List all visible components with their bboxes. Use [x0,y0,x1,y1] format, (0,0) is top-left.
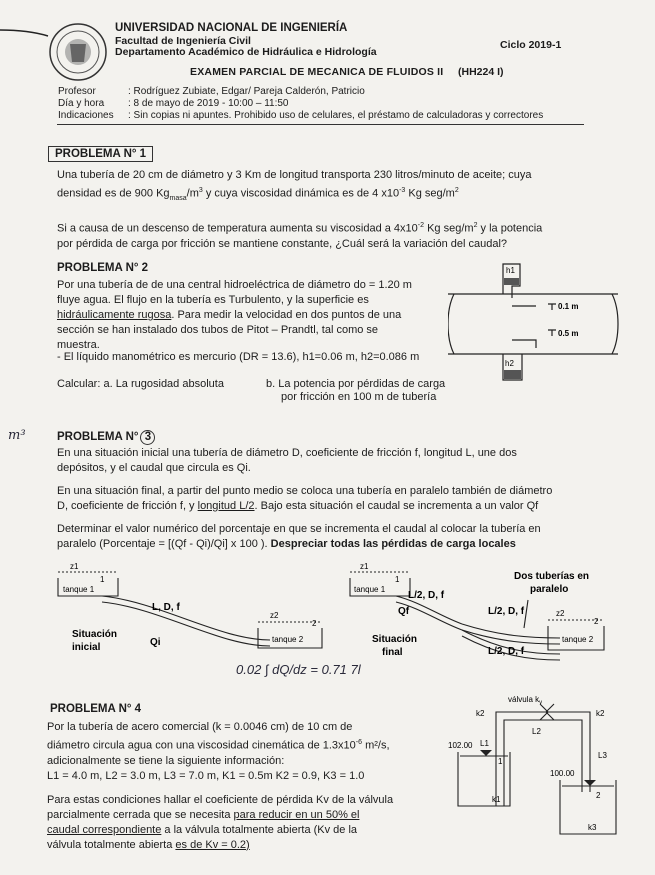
tank-1-initial: tanque 1 [63,585,95,594]
notes-value: : Sin copias ni apuntes. Prohibido uso de celulares, el préstamo de calculadoras y correctores [128,110,544,121]
elevation-100: 100.00 [550,769,575,778]
valve-label: válvula $k_v$ [508,695,543,706]
z1-initial: z1 [70,562,79,571]
problem-4-title: PROBLEMA N° 4 [50,703,142,715]
two-pipes-label-1: Dos tuberías en [514,571,590,582]
university-name: UNIVERSIDAD NACIONAL DE INGENIERÍA [115,22,348,34]
problem-3-text [57,446,647,552]
initial-situation-1: Situación [72,629,118,640]
p2-line-4: sección se han instalado dos tubos de Pitot – Prandtl, tal como se [57,324,379,336]
p3-line-1: En una situación inicial una tubería de diámetro D, coeficiente de fricción f, longitud L, une dos [57,447,517,459]
p4-line-6: parcialmente cerrada que se necesita para reducir en un 50% el [47,808,360,821]
p3-line-3: En una situación final, a partir del punto medio se coloca una tubería en paralelo también de diámetro [57,485,553,497]
professor-value: : Rodríguez Zubiate, Edgar/ Pareja Calderón, Patricio [128,86,365,97]
p4-line-1: Por la tubería de acero comercial (k = 0.0046 cm) de 10 cm de [47,721,353,733]
p1-line-2: densidad es de 900 $Kg_{masa}/m^3$ y cuya viscosidad dinámica es de 4 $x10^{-3}$ Kg seg/$m^2$ [57,187,459,202]
p4-line-3: adicionalmente se tiene la siguiente información: [47,754,285,767]
pipe-l2df-upper: L/2, D, f [488,606,525,617]
z2-final: z2 [556,609,565,618]
p4-line-7: caudal correspondiente a la válvula totalmente abierta (Kv de la [47,823,358,836]
p4-line-8: válvula totalmente abierta es de Kv = 0.2) [47,838,250,851]
university-seal [0,0,110,90]
pipe-l2df-lower: L/2, D, f [488,646,525,657]
p2-ask-a: Calcular: a. La rugosidad absoluta [57,378,224,390]
z1-final: z1 [360,562,369,571]
final-situation-1: Situación [372,634,418,645]
l3-label: L3 [598,751,607,760]
qf-label: Qf [398,606,410,617]
date-label: Día y hora [58,98,105,109]
margin-note: m³ [8,428,26,443]
p4-line-4: L1 = 4.0 m, L2 = 3.0 m, L3 = 7.0 m, K1 = 0.5m K2 = 0.9, K3 = 1.0 [47,769,365,782]
pipe-l2df-main: L/2, D, f [408,590,445,601]
department-name: Departamento Académico de Hidráulica e Hidrología [115,46,377,58]
point-2: 2 [596,791,601,800]
pipe-ldf-initial: L, D, f [152,602,180,613]
p3-line-4: D, coeficiente de fricción f, y longitud L/2. Bajo esta situación el caudal se incrementa a un valor Qf [57,500,539,512]
l1-label: L1 [480,739,489,748]
p3-line-6: paralelo (Porcentaje = [(Qf - Qi)/Qi] x 100 ). Despreciar todas las pérdidas de carga locales [57,538,516,550]
h2-label: h2 [505,359,514,368]
point-2-initial: 2 [312,619,317,628]
notes-row [58,110,543,121]
p2-ask-b2: por fricción en 100 m de tubería [281,391,437,403]
p2-line-6: - El líquido manométrico es mercurio (DR = 13.6), h1=0.06 m, h2=0.086 m [57,351,420,363]
qi-label: Qi [150,637,161,648]
professor-label: Profesor [58,86,96,97]
problem-1-title: PROBLEMA N° 1 [48,146,153,162]
p3-line-2: depósitos, y el caudal que circula es Qi. [57,462,251,474]
point-1-initial: 1 [100,575,105,584]
p1-line-3: Si a causa de un descenso de temperatura aumenta su viscosidad a $4x10^{-2}$ Kg seg/$m^2$ y la potencia [57,221,543,235]
p2-line-2: fluye agua. El flujo en la tubería es Turbulento, y la superficie es [57,294,369,306]
professor-row [58,86,365,97]
date-row [58,98,289,109]
p2-ask-b1: b. La potencia por pérdidas de carga [266,378,446,390]
problem-4-text [47,720,447,853]
p1-line-1: Una tubería de 20 cm de diámetro y 3 Km de longitud transporta 230 litros/minuto de aceite; cuya [57,169,532,181]
l2-label: L2 [532,727,541,736]
date-value: : 8 de mayo de 2019 - 10:00 – 11:50 [128,98,289,109]
handwritten-note: 0.02 ∫ dQ/dz = 0.71 7l [236,662,361,677]
k3-label: k3 [588,823,597,832]
point-2-final: 2 [594,617,599,626]
course-code: (HH224 I) [458,66,504,78]
notes-label: Indicaciones [58,110,114,121]
problem-1-text [57,168,647,252]
p4-line-2: diámetro circula agua con una viscosidad cinemática de $1.3x10^{-6}$ m²/s, [47,739,390,752]
k2-left: k2 [476,709,485,718]
cycle-label: Ciclo 2019-1 [500,39,562,51]
initial-situation-2: inicial [72,642,101,653]
two-pipes-label-2: paralelo [530,584,569,595]
problem-2-text [57,278,447,353]
z2-initial: z2 [270,611,279,620]
k1-label: k1 [492,795,501,804]
p2-line-1: Por una tubería de de una central hidroeléctrica de diámetro do = 1.20 m [57,279,412,291]
h1-label: h1 [506,266,515,275]
k2-right: k2 [596,709,605,718]
pitot-diagram [448,258,623,386]
p4-line-5: Para estas condiciones hallar el coeficiente de pérdida Kv de la válvula [47,793,394,806]
header-divider [57,124,584,125]
point-1-final: 1 [395,575,400,584]
dist-05-label: 0.5 m [558,329,579,338]
valve-pipe-diagram [440,694,630,844]
faculty-name: Facultad de Ingeniería Civil [115,35,251,47]
final-situation-2: final [382,647,403,658]
p2-line-3: hidráulicamente rugosa. Para medir la velocidad en dos puntos de una [57,309,402,321]
elevation-102: 102.00 [448,741,473,750]
p3-line-5: Determinar el valor numérico del porcentaje en que se incrementa el caudal al colocar la tubería en [57,523,541,535]
tank-1-final: tanque 1 [354,585,386,594]
problem-3-title: PROBLEMA N° 3 [57,430,155,445]
exam-title: EXAMEN PARCIAL DE MECANICA DE FLUIDOS II [190,66,444,78]
p2-line-5: muestra. [57,339,100,351]
p1-line-4: por pérdida de carga por fricción se mantiene constante, ¿Cuál será la variación del caudal? [57,237,508,250]
point-1: 1 [498,757,503,766]
tank-2-initial: tanque 2 [272,635,304,644]
problem-2-title: PROBLEMA N° 2 [57,262,149,274]
tank-2-final: tanque 2 [562,635,594,644]
parallel-pipes-diagram [0,558,655,693]
dist-01-label: 0.1 m [558,302,579,311]
